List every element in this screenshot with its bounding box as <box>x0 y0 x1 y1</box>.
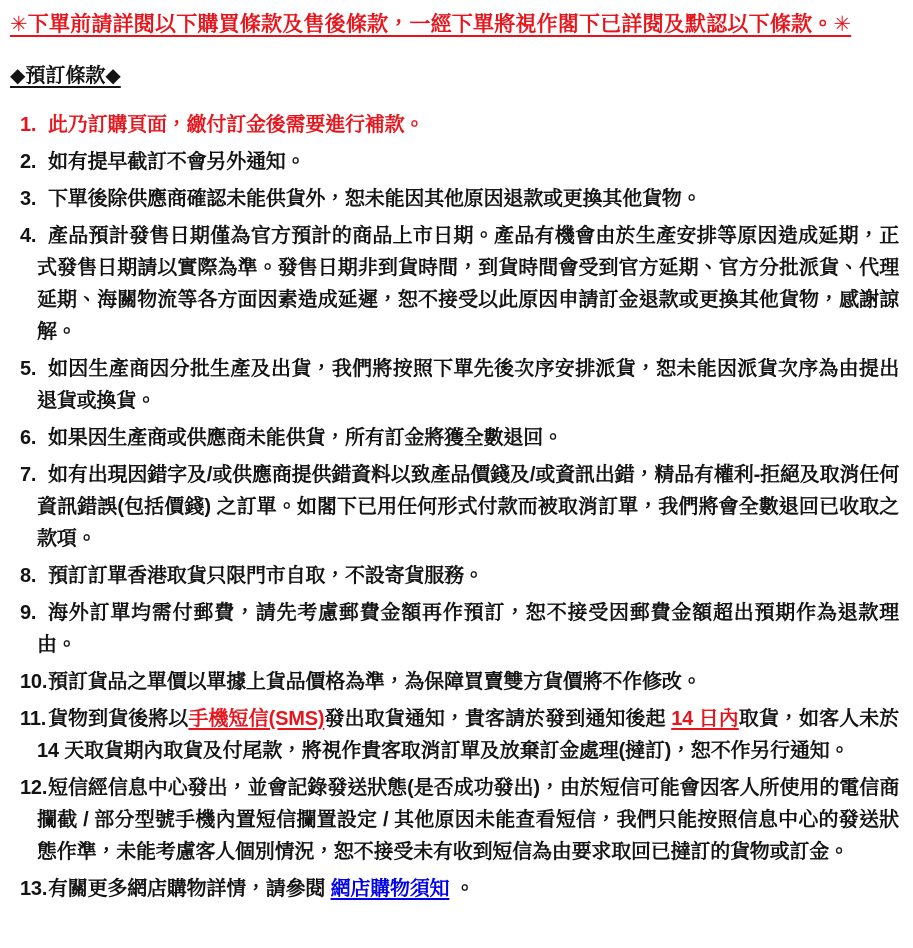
term-item-9 <box>10 597 899 661</box>
term-segment: 發出取貨通知，貴客請於發到通知後起 <box>324 708 672 730</box>
pre-order-warning-header <box>10 13 899 37</box>
term-number: 3. <box>20 188 37 210</box>
term-segment: 預訂貨品之單價以單據上貨品價格為準，為保障買賣雙方貨價將不作修改。 <box>48 671 702 693</box>
term-segment: 有關更多網店購物詳情，請參閱 <box>48 878 331 900</box>
store-shopping-guide-link[interactable]: 網店購物須知 <box>330 878 450 900</box>
pre-order-warning-text: ✳下單前請詳閱以下購買條款及售後條款，一經下單將視作閣下已詳閱及默認以下條款。✳ <box>10 13 852 36</box>
term-item-6 <box>10 422 899 454</box>
term-number: 5. <box>20 358 37 380</box>
term-number: 1. <box>20 114 37 136</box>
term-number: 12. <box>20 777 48 799</box>
term-text <box>37 777 899 863</box>
term-number: 9. <box>20 602 37 624</box>
term-segment: 如因生產商因分批生產及出貨，我們將按照下單先後次序安排派貨，恕未能因派貨次序為由提出退貨或換貨。 <box>37 358 899 412</box>
term-item-12 <box>10 772 899 868</box>
term-segment: 貨物到貨後將以 <box>48 708 189 730</box>
term-text <box>48 114 424 136</box>
term-segment: 。 <box>449 878 475 900</box>
term-item-8 <box>10 560 899 592</box>
terms-list <box>10 109 899 905</box>
term-number: 2. <box>20 151 37 173</box>
section-title-preorder-terms <box>10 64 121 88</box>
term-text <box>37 464 899 550</box>
term-item-11 <box>10 703 899 767</box>
term-segment: 如有提早截訂不會另外通知。 <box>48 151 306 173</box>
term-number: 6. <box>20 427 37 449</box>
term-segment: 此乃訂購頁面，繳付訂金後需要進行補款。 <box>48 114 425 136</box>
term-segment: 如有出現因錯字及/或供應商提供錯資料以致產品價錢及/或資訊出錯，精品有權利-拒絕及取消任何資訊錯誤(包括價錢) 之訂單。如閣下已用任何形式付款而被取消訂單，我們將會全數退回已收取之款項。 <box>37 464 899 550</box>
term-number: 4. <box>20 225 37 247</box>
pickup-deadline-emphasis: 14 日內 <box>671 708 739 730</box>
term-number: 10. <box>20 671 48 693</box>
section-title-text: ◆預訂條款◆ <box>10 65 121 87</box>
term-segment: 短信經信息中心發出，並會記錄發送狀態(是否成功發出)，由於短信可能會因客人所使用的電信商攔截 / 部分型號手機內置短信攔置設定 / 其他原因未能查看短信，我們只能按照信息中心的發送狀態作準，未能考慮客人個別情況，恕不接受未有收到短信為由要求取回已撻訂的貨物或訂金。 <box>37 777 899 863</box>
term-number: 11. <box>20 708 47 730</box>
term-segment: 預訂訂單香港取貨只限門市自取，不設寄貨服務。 <box>48 565 484 587</box>
term-number: 7. <box>20 464 37 486</box>
term-segment: 產品預計發售日期僅為官方預計的商品上市日期。產品有機會由於生產安排等原因造成延期，正式發售日期請以實際為準。發售日期非到貨時間，到貨時間會受到官方延期、官方分批派貨、代理延期、海關物流等各方面因素造成延遲，恕不接受以此原因申請訂金退款或更換其他貨物，感謝諒解。 <box>37 225 899 343</box>
term-number: 8. <box>20 565 37 587</box>
term-segment: 取貨，如客人未於 14 天取貨期內取貨及付尾款，將視作貴客取消訂單及放棄訂金處理(撻訂)，恕不作另行通知。 <box>37 708 899 762</box>
term-text <box>37 602 899 656</box>
term-segment: 如果因生產商或供應商未能供貨，所有訂金將獲全數退回。 <box>48 427 563 449</box>
term-text <box>37 225 899 343</box>
term-item-10 <box>10 666 899 698</box>
term-item-2 <box>10 146 899 178</box>
term-segment: 海外訂單均需付郵費，請先考慮郵費金額再作預訂，恕不接受因郵費金額超出預期作為退款理由。 <box>37 602 899 656</box>
term-text <box>48 151 305 173</box>
term-item-3 <box>10 183 899 215</box>
term-item-5 <box>10 353 899 417</box>
term-segment: 下單後除供應商確認未能供貨外，恕未能因其他原因退款或更換其他貨物。 <box>48 188 702 210</box>
sms-notice-emphasis: 手機短信(SMS) <box>188 708 325 730</box>
term-item-7 <box>10 459 899 555</box>
term-text <box>37 358 899 412</box>
term-item-4 <box>10 220 899 348</box>
term-number: 13. <box>20 878 48 900</box>
term-text <box>48 878 475 900</box>
term-text <box>48 188 701 210</box>
term-text <box>48 565 484 587</box>
term-text <box>48 427 563 449</box>
term-item-13 <box>10 873 899 905</box>
term-text <box>37 708 899 762</box>
term-text <box>48 671 701 693</box>
term-item-1 <box>10 109 899 141</box>
